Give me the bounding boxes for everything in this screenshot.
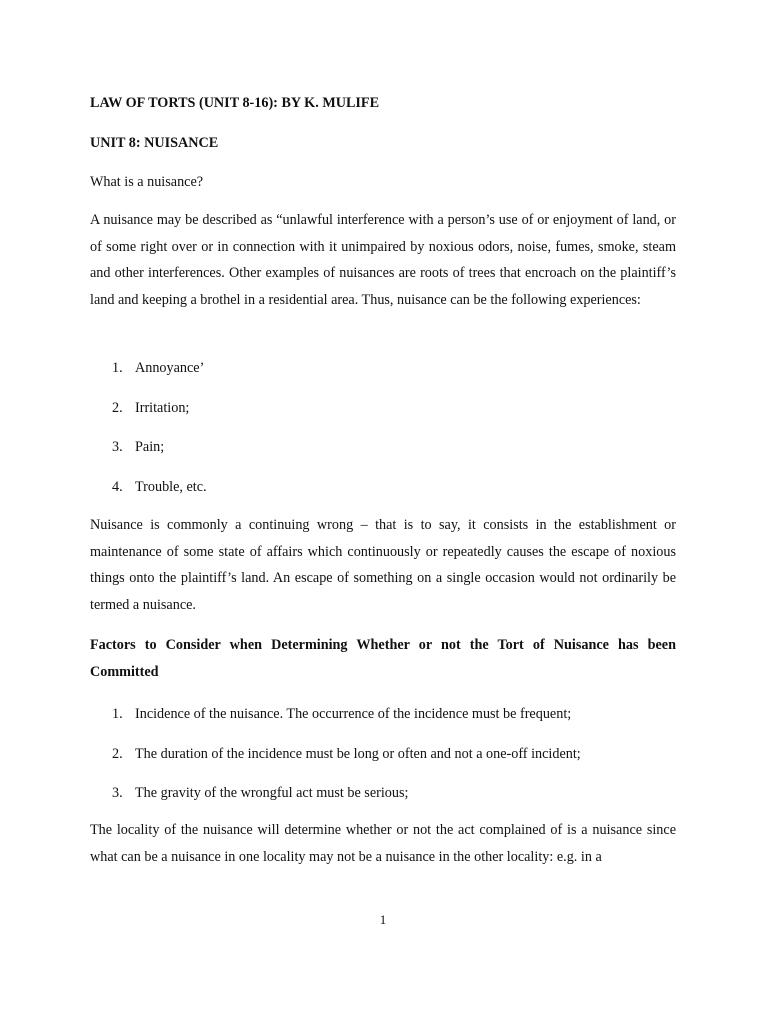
paragraph-definition: A nuisance may be described as “unlawful interference with a person’s use of or enjoyment of land, or of some right over or in connection with it unimpaired by noxious odors, noise, fumes, smoke, steam and other interferences. Other examples of nuisances are roots of trees that encroach on the plaintiff’s land and keeping a brothel in a residential area. Thus, nuisance can be the following experiences: xyxy=(90,212,676,308)
list-item-number: 2. xyxy=(112,745,123,762)
paragraph-continuing-wrong: Nuisance is commonly a continuing wrong – that is to say, it consists in the establishment or maintenance of some state of affairs which continuously or repeatedly causes the escape of noxious things onto the plaintiff’s land. An escape of something on a single occasion would not ordinarily be termed a nuisance. xyxy=(90,517,676,613)
list-item-number: 2. xyxy=(112,399,123,416)
document-page xyxy=(90,0,676,1024)
page-number: 1 xyxy=(379,912,387,927)
list-item-text: Irritation; xyxy=(135,399,190,416)
list-item xyxy=(90,705,676,745)
factors-heading: Factors to Consider when Determining Whether or not the Tort of Nuisance has been Committed xyxy=(90,637,676,680)
list-item xyxy=(90,745,676,785)
list-item-text: Annoyance’ xyxy=(135,360,205,376)
experiences-list xyxy=(90,359,676,517)
list-item-text: The duration of the incidence must be long or often and not a one-off incident; xyxy=(135,745,581,762)
paragraph-locality: The locality of the nuisance will determine whether or not the act complained of is a nuisance since what can be a nuisance in one locality may not be a nuisance in the other locality: e.g. in a xyxy=(90,822,676,865)
list-item-number: 1. xyxy=(112,706,123,722)
list-item-text: Trouble, etc. xyxy=(135,478,207,495)
list-item-text: The gravity of the wrongful act must be serious; xyxy=(135,785,409,801)
list-item-text: Pain; xyxy=(135,439,165,455)
list-item-number: 4. xyxy=(112,478,123,495)
list-item-number: 1. xyxy=(112,360,123,376)
factors-list xyxy=(90,705,676,824)
list-item-number: 3. xyxy=(112,785,123,801)
document-title: LAW OF TORTS (UNIT 8-16): BY K. MULIFE xyxy=(90,95,380,111)
list-item-text: Incidence of the nuisance. The occurrence of the incidence must be frequent; xyxy=(135,706,572,722)
question-text: What is a nuisance? xyxy=(90,174,204,190)
list-item xyxy=(90,438,676,478)
list-item xyxy=(90,359,676,399)
list-item-number: 3. xyxy=(112,439,123,455)
unit-heading: UNIT 8: NUISANCE xyxy=(90,135,219,151)
list-item xyxy=(90,399,676,439)
